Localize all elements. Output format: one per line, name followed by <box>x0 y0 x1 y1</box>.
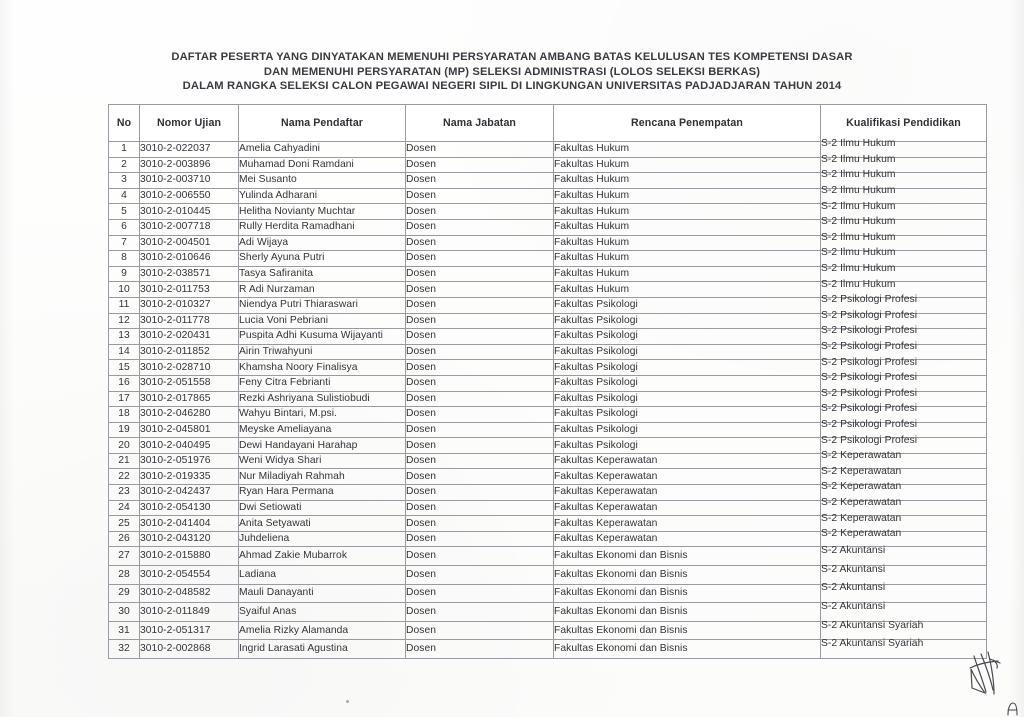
cell-nama-pendaftar: Dewi Handayani Harahap <box>239 438 406 454</box>
cell-nama-jabatan: Dosen <box>406 603 554 622</box>
cell-nama-jabatan: Dosen <box>406 547 554 566</box>
scan-speck <box>346 700 349 703</box>
cell-kualifikasi-pendidikan: S-2 Psikologi Profesi <box>821 292 987 308</box>
cell-kualifikasi-pendidikan: S-2 Psikologi Profesi <box>821 402 987 418</box>
cell-kualifikasi-pendidikan: S-2 Psikologi Profesi <box>821 324 987 340</box>
cell-rencana-penempatan: Fakultas Psikologi <box>554 391 821 407</box>
cell-nama-jabatan: Dosen <box>406 438 554 454</box>
cell-kualifikasi-pendidikan: S-2 Akuntansi Syariah <box>821 616 987 635</box>
cell-rencana-penempatan: Fakultas Hukum <box>554 142 821 158</box>
cell-no: 11 <box>109 297 140 313</box>
cell-rencana-penempatan: Fakultas Ekonomi dan Bisnis <box>554 547 821 566</box>
cell-no: 32 <box>109 640 140 659</box>
cell-kualifikasi-pendidikan: S-2 Akuntansi Syariah <box>821 635 987 654</box>
cell-nomor-ujian: 3010-2-028710 <box>140 360 239 376</box>
cell-no: 26 <box>109 531 140 547</box>
cell-kualifikasi-pendidikan: S-2 Ilmu Hukum <box>821 137 987 153</box>
cell-nomor-ujian: 3010-2-020431 <box>140 329 239 345</box>
cell-nomor-ujian: 3010-2-017865 <box>140 391 239 407</box>
cell-kualifikasi-pendidikan: S-2 Psikologi Profesi <box>821 339 987 355</box>
cell-nomor-ujian: 3010-2-051976 <box>140 453 239 469</box>
cell-nama-pendaftar: Mei Susanto <box>239 173 406 189</box>
cell-rencana-penempatan: Fakultas Keperawatan <box>554 453 821 469</box>
cell-nama-pendaftar: Ingrid Larasati Agustina <box>239 640 406 659</box>
cell-no: 29 <box>109 584 140 603</box>
cell-kualifikasi-pendidikan: S-2 Keperawatan <box>821 511 987 527</box>
cell-nama-jabatan: Dosen <box>406 157 554 173</box>
cell-nomor-ujian: 3010-2-041404 <box>140 516 239 532</box>
cell-nama-jabatan: Dosen <box>406 469 554 485</box>
cell-nama-jabatan: Dosen <box>406 251 554 267</box>
cell-rencana-penempatan: Fakultas Psikologi <box>554 329 821 345</box>
cell-nama-jabatan: Dosen <box>406 391 554 407</box>
cell-no: 6 <box>109 219 140 235</box>
cell-no: 20 <box>109 438 140 454</box>
column-header-nama-jabatan: Nama Jabatan <box>406 105 554 142</box>
cell-nama-pendaftar: Ahmad Zakie Mubarrok <box>239 547 406 566</box>
cell-nama-jabatan: Dosen <box>406 313 554 329</box>
cell-no: 12 <box>109 313 140 329</box>
cell-no: 4 <box>109 188 140 204</box>
cell-nomor-ujian: 3010-2-004501 <box>140 235 239 251</box>
cell-kualifikasi-pendidikan: S-2 Keperawatan <box>821 526 987 542</box>
cell-nama-jabatan: Dosen <box>406 344 554 360</box>
cell-nomor-ujian: 3010-2-011778 <box>140 313 239 329</box>
cell-nomor-ujian: 3010-2-011753 <box>140 282 239 298</box>
cell-rencana-penempatan: Fakultas Hukum <box>554 188 821 204</box>
cell-nama-pendaftar: Weni Widya Shari <box>239 453 406 469</box>
cell-nama-pendaftar: Tasya Safiranita <box>239 266 406 282</box>
cell-nomor-ujian: 3010-2-006550 <box>140 188 239 204</box>
cell-nomor-ujian: 3010-2-038571 <box>140 266 239 282</box>
title-line-1: DAFTAR PESERTA YANG DINYATAKAN MEMENUHI PERSYARATAN AMBANG BATAS KELULUSAN TES KOMPETENSI DASAR <box>171 51 853 63</box>
cell-nama-jabatan: Dosen <box>406 329 554 345</box>
cell-kualifikasi-pendidikan: S-2 Akuntansi <box>821 598 987 617</box>
cell-nama-jabatan: Dosen <box>406 235 554 251</box>
participants-table-container <box>108 104 986 659</box>
cell-rencana-penempatan: Fakultas Hukum <box>554 282 821 298</box>
cell-nama-pendaftar: Lucia Voni Pebriani <box>239 313 406 329</box>
cell-rencana-penempatan: Fakultas Keperawatan <box>554 516 821 532</box>
cell-kualifikasi-pendidikan: S-2 Ilmu Hukum <box>821 168 987 184</box>
cell-nama-pendaftar: Mauli Danayanti <box>239 584 406 603</box>
cell-rencana-penempatan: Fakultas Keperawatan <box>554 485 821 501</box>
cell-nama-jabatan: Dosen <box>406 584 554 603</box>
cell-nama-jabatan: Dosen <box>406 640 554 659</box>
cell-kualifikasi-pendidikan: S-2 Psikologi Profesi <box>821 370 987 386</box>
cell-nama-pendaftar: Amelia Rizky Alamanda <box>239 621 406 640</box>
cell-rencana-penempatan: Fakultas Hukum <box>554 235 821 251</box>
title-line-2: DAN MEMENUHI PERSYARATAN (MP) SELEKSI ADMINISTRASI (LOLOS SELEKSI BERKAS) <box>263 65 761 78</box>
cell-nama-jabatan: Dosen <box>406 485 554 501</box>
cell-no: 2 <box>109 157 140 173</box>
cell-kualifikasi-pendidikan: S-2 Akuntansi <box>821 579 987 598</box>
cell-no: 23 <box>109 485 140 501</box>
cell-nama-jabatan: Dosen <box>406 282 554 298</box>
cell-nomor-ujian: 3010-2-011852 <box>140 344 239 360</box>
cell-nomor-ujian: 3010-2-042437 <box>140 485 239 501</box>
cell-kualifikasi-pendidikan: S-2 Psikologi Profesi <box>821 417 987 433</box>
cell-nama-pendaftar: Khamsha Noory Finalisya <box>239 360 406 376</box>
cell-nama-jabatan: Dosen <box>406 219 554 235</box>
cell-no: 1 <box>109 142 140 158</box>
cell-no: 18 <box>109 407 140 423</box>
cell-nama-pendaftar: Feny Citra Febrianti <box>239 375 406 391</box>
cell-rencana-penempatan: Fakultas Hukum <box>554 266 821 282</box>
cell-kualifikasi-pendidikan: S-2 Keperawatan <box>821 495 987 511</box>
cell-kualifikasi-pendidikan: S-2 Akuntansi <box>821 542 987 561</box>
cell-nama-jabatan: Dosen <box>406 188 554 204</box>
cell-rencana-penempatan: Fakultas Psikologi <box>554 360 821 376</box>
cell-nama-pendaftar: Airin Triwahyuni <box>239 344 406 360</box>
cell-kualifikasi-pendidikan: S-2 Ilmu Hukum <box>821 183 987 199</box>
cell-nama-pendaftar: Niendya Putri Thiaraswari <box>239 297 406 313</box>
cell-nama-pendaftar: Rully Herdita Ramadhani <box>239 219 406 235</box>
handwritten-mark-icon <box>1005 700 1023 717</box>
cell-kualifikasi-pendidikan: S-2 Akuntansi <box>821 561 987 580</box>
cell-nama-pendaftar: R Adi Nurzaman <box>239 282 406 298</box>
cell-nomor-ujian: 3010-2-015880 <box>140 547 239 566</box>
cell-nama-pendaftar: Syaiful Anas <box>239 603 406 622</box>
cell-nama-pendaftar: Amelia Cahyadini <box>239 142 406 158</box>
cell-kualifikasi-pendidikan: S-2 Keperawatan <box>821 448 987 464</box>
cell-no: 16 <box>109 375 140 391</box>
cell-no: 10 <box>109 282 140 298</box>
cell-rencana-penempatan: Fakultas Psikologi <box>554 438 821 454</box>
cell-nama-jabatan: Dosen <box>406 297 554 313</box>
cell-nama-jabatan: Dosen <box>406 500 554 516</box>
cell-no: 21 <box>109 453 140 469</box>
cell-no: 24 <box>109 500 140 516</box>
cell-kualifikasi-pendidikan: S-2 Ilmu Hukum <box>821 261 987 277</box>
cell-nama-pendaftar: Helitha Novianty Muchtar <box>239 204 406 220</box>
handwritten-initial-icon <box>960 648 1012 702</box>
cell-nama-pendaftar: Rezki Ashriyana Sulistiobudi <box>239 391 406 407</box>
cell-nomor-ujian: 3010-2-048582 <box>140 584 239 603</box>
cell-nama-jabatan: Dosen <box>406 453 554 469</box>
participants-table <box>108 104 987 659</box>
cell-kualifikasi-pendidikan: S-2 Ilmu Hukum <box>821 152 987 168</box>
column-header-nama-pendaftar: Nama Pendaftar <box>239 105 406 142</box>
cell-nama-pendaftar: Puspita Adhi Kusuma Wijayanti <box>239 329 406 345</box>
document-title <box>0 50 1024 94</box>
cell-rencana-penempatan: Fakultas Hukum <box>554 157 821 173</box>
cell-no: 28 <box>109 566 140 585</box>
cell-nama-pendaftar: Nur Miladiyah Rahmah <box>239 469 406 485</box>
cell-nama-pendaftar: Yulinda Adharani <box>239 188 406 204</box>
cell-rencana-penempatan: Fakultas Ekonomi dan Bisnis <box>554 584 821 603</box>
cell-nama-jabatan: Dosen <box>406 407 554 423</box>
cell-rencana-penempatan: Fakultas Keperawatan <box>554 531 821 547</box>
cell-nama-pendaftar: Sherly Ayuna Putri <box>239 251 406 267</box>
cell-nama-pendaftar: Muhamad Doni Ramdani <box>239 157 406 173</box>
cell-no: 13 <box>109 329 140 345</box>
cell-nomor-ujian: 3010-2-022037 <box>140 142 239 158</box>
table-body <box>109 138 987 659</box>
cell-rencana-penempatan: Fakultas Hukum <box>554 204 821 220</box>
cell-nama-jabatan: Dosen <box>406 566 554 585</box>
cell-nama-pendaftar: Ladiana <box>239 566 406 585</box>
cell-nomor-ujian: 3010-2-019335 <box>140 469 239 485</box>
title-line-3: DALAM RANGKA SELEKSI CALON PEGAWAI NEGERI SIPIL DI LINGKUNGAN UNIVERSITAS PADJADJARAN TAHUN 2014 <box>182 80 842 93</box>
cell-no: 22 <box>109 469 140 485</box>
cell-nama-pendaftar: Meyske Ameliayana <box>239 422 406 438</box>
cell-rencana-penempatan: Fakultas Ekonomi dan Bisnis <box>554 566 821 585</box>
cell-nama-jabatan: Dosen <box>406 266 554 282</box>
cell-nama-jabatan: Dosen <box>406 360 554 376</box>
cell-kualifikasi-pendidikan: S-2 Psikologi Profesi <box>821 355 987 371</box>
cell-nama-pendaftar: Dwi Setiowati <box>239 500 406 516</box>
cell-rencana-penempatan: Fakultas Hukum <box>554 173 821 189</box>
cell-rencana-penempatan: Fakultas Keperawatan <box>554 500 821 516</box>
cell-nomor-ujian: 3010-2-054554 <box>140 566 239 585</box>
column-header-kualifikasi-pendidikan: Kualifikasi Pendidikan <box>821 105 987 142</box>
cell-nama-pendaftar: Ryan Hara Permana <box>239 485 406 501</box>
column-header-no: No <box>109 105 140 142</box>
cell-rencana-penempatan: Fakultas Ekonomi dan Bisnis <box>554 640 821 659</box>
cell-nama-jabatan: Dosen <box>406 531 554 547</box>
cell-nomor-ujian: 3010-2-051317 <box>140 621 239 640</box>
cell-rencana-penempatan: Fakultas Keperawatan <box>554 469 821 485</box>
cell-kualifikasi-pendidikan: S-2 Psikologi Profesi <box>821 308 987 324</box>
cell-rencana-penempatan: Fakultas Psikologi <box>554 422 821 438</box>
cell-no: 31 <box>109 621 140 640</box>
cell-kualifikasi-pendidikan: S-2 Psikologi Profesi <box>821 433 987 449</box>
cell-kualifikasi-pendidikan: S-2 Ilmu Hukum <box>821 277 987 293</box>
cell-kualifikasi-pendidikan: S-2 Ilmu Hukum <box>821 214 987 230</box>
cell-rencana-penempatan: Fakultas Psikologi <box>554 407 821 423</box>
cell-nomor-ujian: 3010-2-010327 <box>140 297 239 313</box>
cell-nomor-ujian: 3010-2-003710 <box>140 173 239 189</box>
cell-nomor-ujian: 3010-2-002868 <box>140 640 239 659</box>
cell-nomor-ujian: 3010-2-046280 <box>140 407 239 423</box>
cell-rencana-penempatan: Fakultas Psikologi <box>554 375 821 391</box>
cell-no: 7 <box>109 235 140 251</box>
column-header-rencana-penempatan: Rencana Penempatan <box>554 105 821 142</box>
cell-kualifikasi-pendidikan: S-2 Keperawatan <box>821 480 987 496</box>
cell-nama-jabatan: Dosen <box>406 204 554 220</box>
cell-rencana-penempatan: Fakultas Hukum <box>554 251 821 267</box>
cell-nomor-ujian: 3010-2-010445 <box>140 204 239 220</box>
cell-no: 14 <box>109 344 140 360</box>
cell-nama-pendaftar: Wahyu Bintari, M.psi. <box>239 407 406 423</box>
cell-no: 8 <box>109 251 140 267</box>
cell-nomor-ujian: 3010-2-010646 <box>140 251 239 267</box>
cell-nomor-ujian: 3010-2-011849 <box>140 603 239 622</box>
cell-no: 5 <box>109 204 140 220</box>
table-row <box>109 640 987 659</box>
cell-nomor-ujian: 3010-2-054130 <box>140 500 239 516</box>
cell-no: 27 <box>109 547 140 566</box>
cell-no: 30 <box>109 603 140 622</box>
cell-nama-jabatan: Dosen <box>406 621 554 640</box>
cell-nomor-ujian: 3010-2-003896 <box>140 157 239 173</box>
cell-kualifikasi-pendidikan: S-2 Keperawatan <box>821 464 987 480</box>
cell-nama-jabatan: Dosen <box>406 142 554 158</box>
cell-nama-jabatan: Dosen <box>406 422 554 438</box>
cell-nomor-ujian: 3010-2-040495 <box>140 438 239 454</box>
cell-kualifikasi-pendidikan: S-2 Ilmu Hukum <box>821 246 987 262</box>
cell-no: 19 <box>109 422 140 438</box>
cell-nomor-ujian: 3010-2-043120 <box>140 531 239 547</box>
column-header-nomor-ujian: Nomor Ujian <box>140 105 239 142</box>
cell-no: 15 <box>109 360 140 376</box>
cell-kualifikasi-pendidikan: S-2 Ilmu Hukum <box>821 230 987 246</box>
cell-rencana-penempatan: Fakultas Ekonomi dan Bisnis <box>554 621 821 640</box>
cell-no: 3 <box>109 173 140 189</box>
cell-nama-pendaftar: Juhdeliena <box>239 531 406 547</box>
cell-nama-pendaftar: Anita Setyawati <box>239 516 406 532</box>
cell-rencana-penempatan: Fakultas Ekonomi dan Bisnis <box>554 603 821 622</box>
cell-no: 17 <box>109 391 140 407</box>
cell-kualifikasi-pendidikan: S-2 Ilmu Hukum <box>821 199 987 215</box>
cell-nama-pendaftar: Adi Wijaya <box>239 235 406 251</box>
cell-no: 9 <box>109 266 140 282</box>
cell-rencana-penempatan: Fakultas Psikologi <box>554 344 821 360</box>
cell-rencana-penempatan: Fakultas Psikologi <box>554 313 821 329</box>
cell-nomor-ujian: 3010-2-051558 <box>140 375 239 391</box>
cell-nomor-ujian: 3010-2-045801 <box>140 422 239 438</box>
cell-rencana-penempatan: Fakultas Hukum <box>554 219 821 235</box>
cell-nomor-ujian: 3010-2-007718 <box>140 219 239 235</box>
cell-nama-jabatan: Dosen <box>406 516 554 532</box>
cell-nama-jabatan: Dosen <box>406 375 554 391</box>
cell-rencana-penempatan: Fakultas Psikologi <box>554 297 821 313</box>
cell-no: 25 <box>109 516 140 532</box>
cell-nama-jabatan: Dosen <box>406 173 554 189</box>
cell-kualifikasi-pendidikan: S-2 Psikologi Profesi <box>821 386 987 402</box>
